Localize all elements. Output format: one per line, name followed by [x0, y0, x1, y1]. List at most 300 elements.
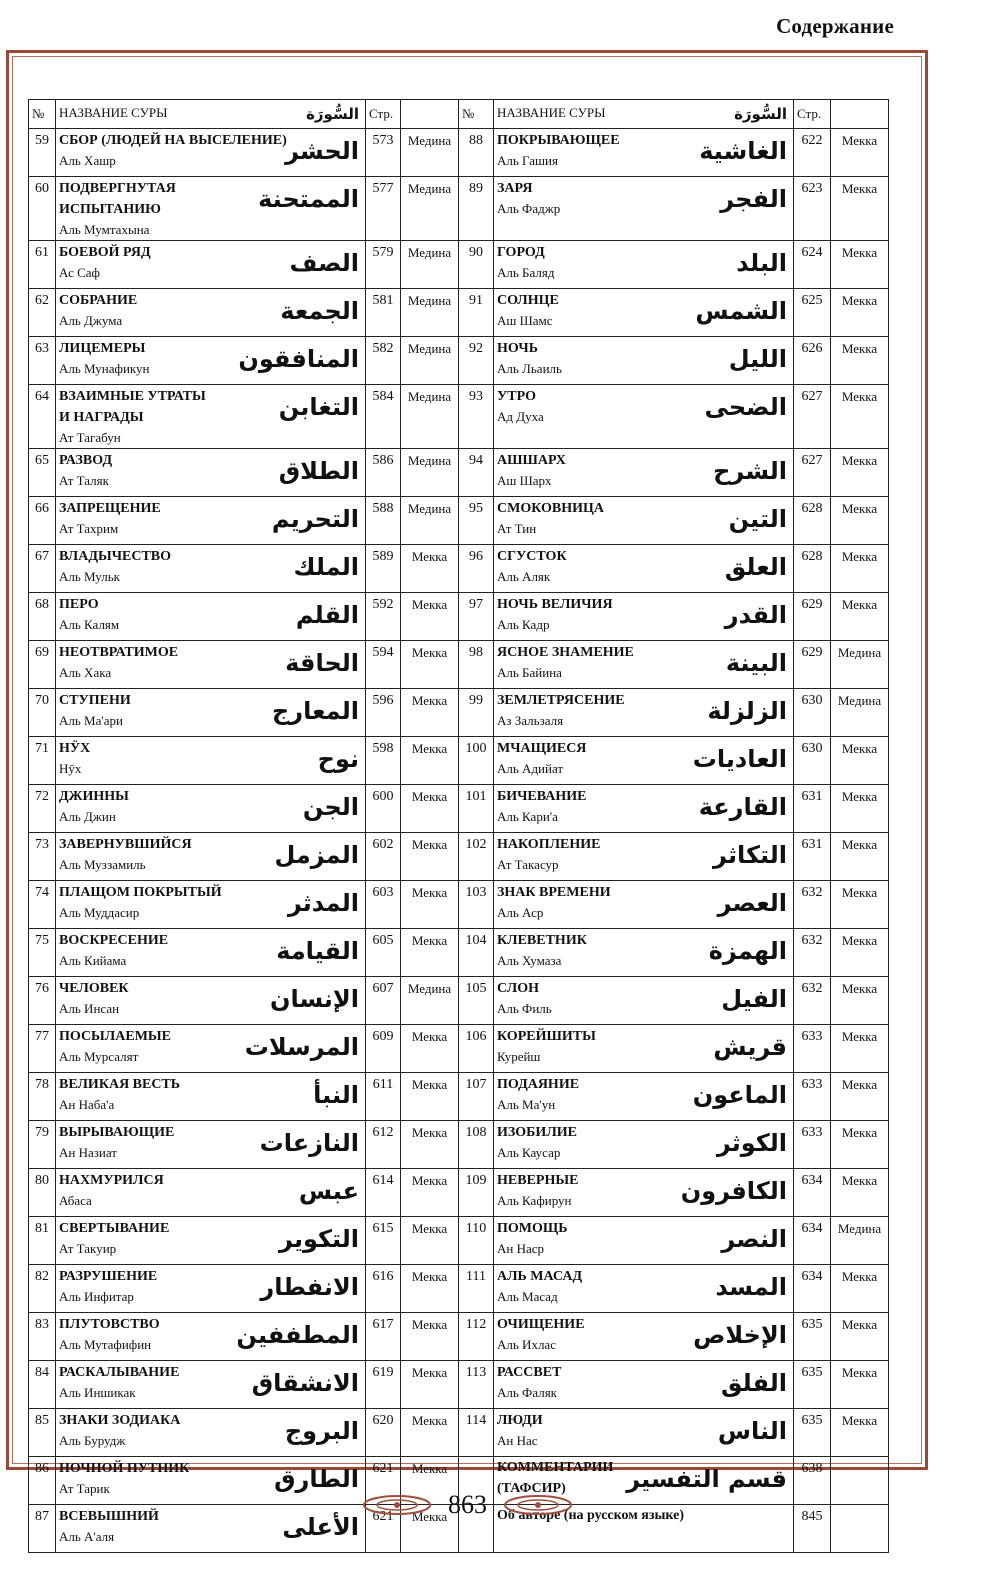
table-row [29, 833, 889, 881]
surah-name-ru: НАХМУРИЛСЯ [59, 1173, 164, 1188]
surah-name-translit: Аль Аляк [497, 569, 551, 584]
table-row [29, 545, 889, 593]
surah-page: 619 [366, 1361, 401, 1409]
surah-place: Мекка [831, 881, 889, 929]
surah-name-arabic: الانشقاق [251, 1369, 359, 1397]
surah-name-cell [56, 337, 366, 385]
surah-name-translit: Аль Муддасир [59, 905, 140, 920]
surah-name-cell [494, 1169, 794, 1217]
surah-name-arabic: المرسلات [244, 1033, 359, 1061]
surah-page: 633 [794, 1121, 831, 1169]
surah-name-arabic: النازعات [259, 1129, 359, 1157]
surah-name-arabic: القيامة [276, 937, 359, 965]
surah-page: 626 [794, 337, 831, 385]
surah-place: Мекка [401, 689, 459, 737]
surah-name-translit: Ан Наба'а [59, 1097, 115, 1112]
surah-name-translit: Ан Наср [497, 1241, 545, 1256]
surah-name-cell [56, 1313, 366, 1361]
surah-name-arabic: الحاقة [285, 649, 359, 677]
surah-page: 629 [794, 593, 831, 641]
surah-number: 84 [29, 1361, 56, 1409]
table-row [29, 177, 889, 241]
surah-place: Мекка [831, 385, 889, 449]
surah-place: Мекка [401, 641, 459, 689]
surah-name-arabic: نوح [317, 745, 359, 773]
surah-name-arabic: الشرح [713, 457, 787, 485]
extra-title-arabic: قسم التفسير [626, 1465, 787, 1493]
surah-number: 105 [459, 977, 494, 1025]
table-row [29, 1217, 889, 1265]
surah-number: 87 [29, 1505, 56, 1553]
surah-place: Мекка [831, 449, 889, 497]
surah-place: Мекка [831, 337, 889, 385]
surah-name-cell [56, 593, 366, 641]
surah-number: 69 [29, 641, 56, 689]
surah-number: 63 [29, 337, 56, 385]
surah-name-translit: Аль Масад [497, 1289, 558, 1304]
surah-name-translit: Аль Калям [59, 617, 120, 632]
table-row [29, 241, 889, 289]
surah-name-translit: Аль Гашия [497, 153, 558, 168]
surah-name-translit: Курейш [497, 1049, 541, 1064]
table-row [29, 1409, 889, 1457]
surah-number: 61 [29, 241, 56, 289]
table-row [29, 337, 889, 385]
surah-page: 634 [794, 1217, 831, 1265]
surah-name-arabic: الطلاق [278, 457, 359, 485]
surah-place: Мекка [831, 1265, 889, 1313]
surah-number: 76 [29, 977, 56, 1025]
surah-place: Мекка [401, 1409, 459, 1457]
surah-name-translit: Абаса [59, 1193, 92, 1208]
surah-name-cell [494, 449, 794, 497]
surah-page: 614 [366, 1169, 401, 1217]
surah-place: Мекка [401, 593, 459, 641]
surah-name-translit: Ан Нас [497, 1433, 538, 1448]
surah-page: 586 [366, 449, 401, 497]
surah-name-ru: ЗНАКИ ЗОДИАКА [59, 1413, 181, 1428]
col-city-header [401, 100, 459, 129]
surah-name-translit: Аль А'аля [59, 1529, 115, 1544]
surah-number: 88 [459, 129, 494, 177]
surah-name-arabic: المزمل [274, 841, 359, 869]
surah-page: 609 [366, 1025, 401, 1073]
surah-name-cell [56, 737, 366, 785]
surah-name-ru: СОБРАНИЕ [59, 293, 138, 308]
surah-name-ru: ПОКРЫВАЮЩЕЕ [497, 133, 620, 148]
surah-name-ru: ВЫРЫВАЮЩИЕ [59, 1125, 175, 1140]
surah-place: Мекка [831, 737, 889, 785]
surah-page: 632 [794, 977, 831, 1025]
surah-number: 86 [29, 1457, 56, 1505]
surah-page: 577 [366, 177, 401, 241]
page-number: 863 [448, 1490, 487, 1519]
surah-place: Мекка [831, 977, 889, 1025]
surah-place: Мекка [831, 593, 889, 641]
surah-name-cell [56, 545, 366, 593]
surah-page: 632 [794, 881, 831, 929]
surah-name-cell [494, 737, 794, 785]
surah-page: 573 [366, 129, 401, 177]
surah-name-translit: Аль Хашр [59, 153, 116, 168]
surah-page: 594 [366, 641, 401, 689]
surah-number: 81 [29, 1217, 56, 1265]
surah-name-arabic: الفلق [721, 1369, 787, 1397]
surah-place: Мекка [831, 1121, 889, 1169]
surah-name-translit: Ас Саф [59, 265, 100, 280]
surah-number: 112 [459, 1313, 494, 1361]
surah-page: 623 [794, 177, 831, 241]
surah-name-ru: ЧЕЛОВЕК [59, 981, 129, 996]
table-row [29, 785, 889, 833]
surah-name-cell [494, 641, 794, 689]
surah-name-arabic: الهمزة [708, 937, 787, 965]
surah-name-arabic: العاديات [692, 745, 787, 773]
surah-page: 627 [794, 449, 831, 497]
table-row [29, 1073, 889, 1121]
running-head: Содержание [776, 14, 894, 38]
surah-name-translit: Аль Мумтахына [59, 222, 150, 237]
surah-name-translit: Аль Мульк [59, 569, 120, 584]
surah-name-cell [494, 241, 794, 289]
surah-number: 92 [459, 337, 494, 385]
surah-name-translit: Аль Джин [59, 809, 116, 824]
surah-place: Медина [831, 641, 889, 689]
surah-place: Медина [401, 337, 459, 385]
contents-table [28, 99, 889, 1553]
surah-number: 66 [29, 497, 56, 545]
surah-number: 70 [29, 689, 56, 737]
surah-number: 65 [29, 449, 56, 497]
surah-name-arabic: الكوثر [716, 1129, 787, 1157]
surah-name-ru: КОРЕЙШИТЫ [497, 1029, 596, 1044]
surah-page: 582 [366, 337, 401, 385]
surah-page: 616 [366, 1265, 401, 1313]
surah-page: 612 [366, 1121, 401, 1169]
surah-name-arabic: المنافقون [238, 345, 359, 373]
surah-name-translit: Аль Мутафифин [59, 1337, 152, 1352]
surah-name-translit: Ад Духа [497, 409, 544, 424]
surah-name-arabic: العصر [717, 889, 787, 917]
extra-page: 638 [794, 1457, 831, 1505]
surah-page: 617 [366, 1313, 401, 1361]
surah-place: Медина [401, 449, 459, 497]
surah-name-cell [56, 289, 366, 337]
surah-name-translit: Аль Байина [497, 665, 562, 680]
surah-number: 106 [459, 1025, 494, 1073]
surah-number: 111 [459, 1265, 494, 1313]
surah-name-cell [494, 1025, 794, 1073]
surah-number: 85 [29, 1409, 56, 1457]
surah-name-cell [494, 881, 794, 929]
surah-name-cell [494, 785, 794, 833]
surah-number: 59 [29, 129, 56, 177]
surah-name-cell [494, 1121, 794, 1169]
surah-number: 113 [459, 1361, 494, 1409]
surah-name-translit: Ат Тарик [59, 1481, 110, 1496]
surah-page: 605 [366, 929, 401, 977]
surah-number: 67 [29, 545, 56, 593]
surah-number: 64 [29, 385, 56, 449]
surah-name-cell [494, 385, 794, 449]
surah-place: Мекка [831, 129, 889, 177]
surah-name-cell [56, 1409, 366, 1457]
surah-name-ru: ЗНАК ВРЕМЕНИ [497, 885, 611, 900]
surah-page: 620 [366, 1409, 401, 1457]
surah-number: 101 [459, 785, 494, 833]
surah-name-ru: ПОМОЩЬ [497, 1221, 568, 1236]
surah-page: 630 [794, 689, 831, 737]
surah-name-cell [56, 833, 366, 881]
surah-name-arabic: الصف [289, 249, 359, 277]
table-row [29, 737, 889, 785]
col-page-header: Стр. [794, 100, 831, 129]
page-footer [0, 1490, 935, 1520]
surah-place: Мекка [831, 1073, 889, 1121]
surah-place: Мекка [831, 833, 889, 881]
surah-page: 584 [366, 385, 401, 449]
surah-name-translit: Аль Джума [59, 313, 123, 328]
surah-name-cell [56, 641, 366, 689]
surah-name-translit: Ат Тагабун [59, 430, 121, 445]
surah-page: 633 [794, 1073, 831, 1121]
surah-name-ru: СГУСТОК [497, 549, 567, 564]
surah-name-cell [494, 177, 794, 241]
table-row [29, 1313, 889, 1361]
surah-place: Мекка [401, 1073, 459, 1121]
surah-place: Мекка [401, 1169, 459, 1217]
table-row [29, 881, 889, 929]
surah-page: 631 [794, 785, 831, 833]
surah-place: Медина [401, 289, 459, 337]
surah-page: 592 [366, 593, 401, 641]
surah-name-arabic: الفيل [721, 985, 787, 1013]
surah-name-translit: Аль Мунафикун [59, 361, 150, 376]
surah-name-cell [494, 1217, 794, 1265]
surah-name-translit: Аль Инсан [59, 1001, 120, 1016]
surah-place: Мекка [401, 1313, 459, 1361]
surah-place: Медина [401, 497, 459, 545]
surah-name-ru: НОЧНОЙ ПУТНИК [59, 1461, 190, 1476]
surah-place: Мекка [401, 1361, 459, 1409]
surah-name-translit: Аль Фаляк [497, 1385, 557, 1400]
surah-number: 91 [459, 289, 494, 337]
ornament-right-icon [503, 1493, 573, 1517]
table-header-row [29, 100, 889, 129]
surah-name-translit: Аль Баляд [497, 265, 555, 280]
surah-number: 103 [459, 881, 494, 929]
surah-place: Мекка [831, 289, 889, 337]
surah-page: 629 [794, 641, 831, 689]
surah-name-cell [56, 977, 366, 1025]
surah-name-cell [494, 1265, 794, 1313]
surah-place: Мекка [401, 833, 459, 881]
surah-name-arabic: الحشر [285, 137, 359, 165]
surah-number: 95 [459, 497, 494, 545]
table-row [29, 497, 889, 545]
surah-name-arabic: الجمعة [280, 297, 359, 325]
surah-number: 74 [29, 881, 56, 929]
ornament-left-icon [362, 1493, 432, 1517]
surah-name-cell [494, 977, 794, 1025]
surah-number: 72 [29, 785, 56, 833]
surah-name-translit: Аль Филь [497, 1001, 552, 1016]
surah-name-arabic: القلم [295, 601, 359, 629]
surah-place: Медина [401, 977, 459, 1025]
surah-name-ru: ВЛАДЫЧЕСТВО [59, 549, 172, 564]
surah-number: 108 [459, 1121, 494, 1169]
surah-name-ru: БИЧЕВАНИЕ [497, 789, 587, 804]
surah-name-ru: ЗАВЕРНУВШИЙСЯ [59, 837, 192, 852]
surah-name-cell [56, 881, 366, 929]
col-num-header: № [29, 100, 56, 129]
surah-name-cell [56, 1265, 366, 1313]
surah-name-translit: Ат Такасур [497, 857, 559, 872]
surah-number: 107 [459, 1073, 494, 1121]
surah-page: 598 [366, 737, 401, 785]
surah-name-ru: РАССВЕТ [497, 1365, 562, 1380]
surah-place: Мекка [831, 497, 889, 545]
surah-name-translit: Аль Мурсалят [59, 1049, 139, 1064]
surah-number: 71 [29, 737, 56, 785]
surah-page: 602 [366, 833, 401, 881]
surah-number: 114 [459, 1409, 494, 1457]
surah-name-cell [56, 1169, 366, 1217]
surah-page: 579 [366, 241, 401, 289]
surah-name-translit: Аль Кадр [497, 617, 550, 632]
surah-page: 621 [366, 1457, 401, 1505]
surah-place: Мекка [401, 1025, 459, 1073]
surah-name-arabic: النصر [721, 1225, 787, 1253]
surah-name-translit: Аль Хумаза [497, 953, 562, 968]
surah-name-arabic: الجن [302, 793, 359, 821]
surah-number: 79 [29, 1121, 56, 1169]
surah-name-ru: ПЛУТОВСТВО [59, 1317, 160, 1332]
surah-name-translit: Аль Кафирун [497, 1193, 572, 1208]
surah-number: 83 [29, 1313, 56, 1361]
surah-place: Мекка [831, 785, 889, 833]
surah-place: Мекка [401, 785, 459, 833]
surah-number: 93 [459, 385, 494, 449]
surah-page: 634 [794, 1265, 831, 1313]
surah-name-arabic: المدثر [287, 889, 359, 917]
surah-name-ru: СВЕРТЫВАНИЕ [59, 1221, 170, 1236]
surah-name-ru: ВОСКРЕСЕНИЕ [59, 933, 169, 948]
surah-name-cell [56, 129, 366, 177]
surah-name-arabic: التكاثر [713, 841, 787, 869]
surah-number: 98 [459, 641, 494, 689]
surah-page: 628 [794, 497, 831, 545]
surah-number: 110 [459, 1217, 494, 1265]
surah-name-arabic: الممتحنة [258, 185, 359, 213]
extra-page: 845 [794, 1505, 831, 1553]
surah-name-ru: ЗАПРЕЩЕНИЕ [59, 501, 161, 516]
surah-name-ru: НОЧЬ [497, 341, 538, 356]
table-row [29, 1169, 889, 1217]
surah-page: 596 [366, 689, 401, 737]
surah-place: Мекка [401, 545, 459, 593]
surah-name-arabic: النبأ [313, 1081, 359, 1109]
surah-name-translit: Аль Аср [497, 905, 544, 920]
surah-name-arabic: قريش [713, 1033, 787, 1061]
surah-name-cell [56, 385, 366, 449]
surah-number: 60 [29, 177, 56, 241]
surah-name-ru: ОЧИЩЕНИЕ [497, 1317, 585, 1332]
surah-name-cell [494, 833, 794, 881]
table-row [29, 1121, 889, 1169]
table-row [29, 1361, 889, 1409]
surah-name-ru: НӰХ [59, 741, 91, 756]
surah-place: Мекка [831, 1361, 889, 1409]
surah-place: Мекка [831, 545, 889, 593]
surah-name-ru: МЧАЩИЕСЯ [497, 741, 587, 756]
surah-name-translit: Аш Шарх [497, 473, 552, 488]
surah-name-cell [494, 289, 794, 337]
surah-name-translit: Ан Назиат [59, 1145, 117, 1160]
surah-number: 82 [29, 1265, 56, 1313]
surah-name-translit: Аль Фаджр [497, 201, 561, 216]
surah-page: 631 [794, 833, 831, 881]
surah-place: Мекка [401, 881, 459, 929]
surah-name-cell [56, 241, 366, 289]
surah-name-arabic: الإنسان [269, 985, 359, 1013]
surah-name-ru: ПОДАЯНИЕ [497, 1077, 580, 1092]
surah-number: 99 [459, 689, 494, 737]
surah-name-arabic: الزلزلة [707, 697, 787, 725]
surah-name-cell [494, 129, 794, 177]
surah-name-cell [494, 1313, 794, 1361]
table-row [29, 1265, 889, 1313]
surah-name-ru: АЛЬ МАСАД [497, 1269, 583, 1284]
extra-title: КОММЕНТАРИИ (ТАФСИР) [497, 1460, 614, 1496]
surah-name-ru: РАСКАЛЫВАНИЕ [59, 1365, 180, 1380]
surah-name-ru: ЛИЦЕМЕРЫ [59, 341, 146, 356]
surah-page: 630 [794, 737, 831, 785]
surah-name-arabic: التكوير [279, 1225, 359, 1253]
surah-name-translit: Нӯх [59, 761, 82, 776]
surah-name-ru: ПЛАЩОМ ПОКРЫТЫЙ [59, 885, 222, 900]
surah-name-ru: НЕОТВРАТИМОЕ [59, 645, 179, 660]
surah-name-arabic: الإخلاص [693, 1321, 787, 1349]
surah-name-translit: Аль Адийат [497, 761, 564, 776]
surah-page: 627 [794, 385, 831, 449]
col-name-header: НАЗВАНИЕ СУРЫ السُّورَة [494, 100, 794, 129]
surah-name-translit: Ат Таляк [59, 473, 109, 488]
surah-name-cell [56, 449, 366, 497]
surah-place: Мекка [831, 177, 889, 241]
surah-name-ru: СМОКОВНИЦА [497, 501, 605, 516]
surah-name-arabic: البروج [284, 1417, 359, 1445]
surah-name-translit: Аш Шамс [497, 313, 553, 328]
surah-name-cell [56, 1217, 366, 1265]
surah-number: 97 [459, 593, 494, 641]
surah-number: 75 [29, 929, 56, 977]
surah-number: 90 [459, 241, 494, 289]
surah-name-ru: ВЕЛИКАЯ ВЕСТЬ [59, 1077, 181, 1092]
col-page-header: Стр. [366, 100, 401, 129]
table-row [29, 977, 889, 1025]
surah-name-ru: ПЕРО [59, 597, 99, 612]
surah-number: 62 [29, 289, 56, 337]
surah-place: Мекка [401, 1457, 459, 1505]
surah-name-ru: ПОСЫЛАЕМЫЕ [59, 1029, 171, 1044]
table-row [29, 385, 889, 449]
surah-number: 94 [459, 449, 494, 497]
surah-page: 600 [366, 785, 401, 833]
surah-number: 68 [29, 593, 56, 641]
surah-number: 80 [29, 1169, 56, 1217]
surah-place: Мекка [401, 1217, 459, 1265]
